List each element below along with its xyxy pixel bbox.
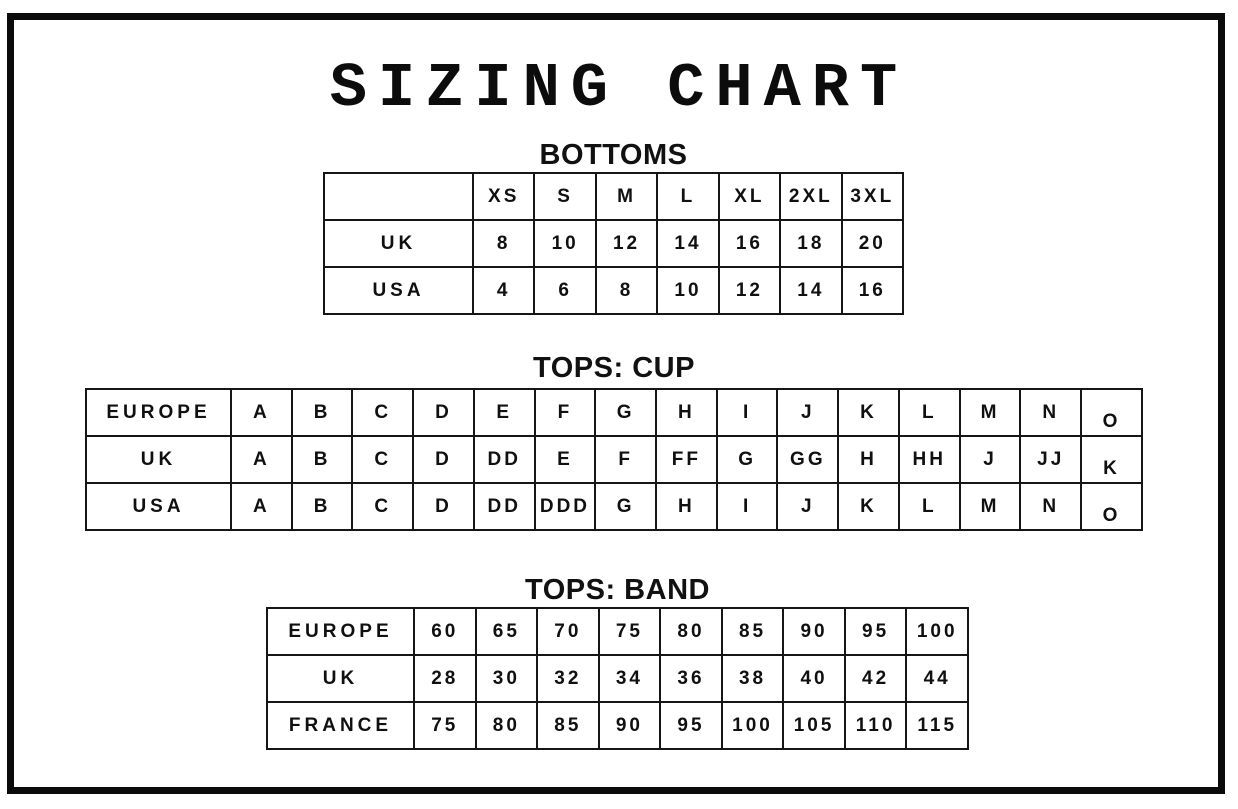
size-value-cell [842,267,903,314]
size-value-cell [1020,436,1081,483]
size-value-cell [842,220,903,267]
cell-text: 95 [862,620,890,642]
size-value-cell [845,608,907,655]
cell-text: L [921,401,937,423]
cell-text: 28 [431,667,459,689]
size-value-cell [534,173,595,220]
cell-text: 100 [916,620,958,642]
size-value-cell [722,702,784,749]
row-label-cell [86,483,231,530]
cell-text: 14 [674,232,702,254]
size-value-cell [534,267,595,314]
cell-text: M [980,495,1000,517]
size-value-cell [777,436,838,483]
size-value-cell [1081,483,1142,530]
bottoms-size-table [323,172,904,315]
size-value-cell [1081,389,1142,436]
size-value-cell [599,608,661,655]
size-value-cell [474,483,535,530]
size-value-cell [1020,389,1081,436]
size-value-cell [656,436,717,483]
cell-text: 90 [800,620,828,642]
size-value-cell [777,389,838,436]
cell-text: 40 [800,667,828,689]
cell-text: A [252,495,270,517]
size-value-cell [535,483,596,530]
cell-text: UK [380,232,417,254]
size-value-cell [719,173,780,220]
size-value-cell [476,655,538,702]
cell-text: K [860,495,877,517]
size-value-cell [352,483,413,530]
cell-text: 10 [674,279,702,301]
size-value-cell [719,220,780,267]
row-label-cell [86,436,231,483]
size-value-cell [777,483,838,530]
cell-text: 12 [612,232,641,254]
cell-text: 34 [615,667,643,689]
size-value-cell [599,702,661,749]
cell-text: 85 [554,714,582,736]
section-heading-tops-cup: TOPS: CUP [533,352,695,384]
size-value-cell [595,436,656,483]
cell-text: 20 [858,232,886,254]
cell-text: D [435,401,452,423]
cell-text: D [435,448,452,470]
size-value-cell [842,173,903,220]
cell-text: 65 [492,620,520,642]
cell-text: EUROPE [288,620,393,642]
size-value-cell [476,702,538,749]
cell-text: 2XL [788,185,833,207]
cell-text: M [980,401,1000,423]
size-value-cell [780,267,841,314]
page-title: SIZING CHART [329,53,909,124]
size-value-cell [660,655,722,702]
size-value-cell [722,655,784,702]
cell-text: 4 [496,279,511,301]
size-value-cell [595,483,656,530]
cell-text: B [313,495,331,517]
cell-text: 85 [738,620,767,642]
cell-text: 110 [855,714,896,736]
cell-text: B [313,401,331,423]
size-value-cell [231,389,292,436]
size-value-cell [845,655,907,702]
size-value-cell [352,389,413,436]
row-label-cell [324,267,473,314]
cell-text: B [313,448,331,470]
cell-text: 75 [431,714,459,736]
cell-text: H [678,401,695,423]
row-label-cell [324,173,473,220]
cell-text: HH [912,448,946,470]
size-value-cell [596,267,657,314]
cell-text: DD [487,495,521,517]
cell-text: C [374,448,392,470]
cell-text: 32 [554,667,582,689]
cell-text: UK [140,448,177,470]
size-value-cell [473,267,534,314]
cell-text: 36 [677,667,705,689]
table-row [86,389,1142,436]
cell-text: E [557,448,573,470]
cell-text: C [374,401,392,423]
size-value-cell [656,483,717,530]
size-value-cell [717,483,778,530]
size-value-cell [413,389,474,436]
cell-text: USA [132,495,185,517]
section-heading-bottoms: BOTTOMS [539,139,688,171]
table-row [324,267,903,314]
cell-text: G [738,448,756,470]
cell-text: FF [671,448,701,470]
cell-text: GG [790,448,826,470]
size-value-cell [899,436,960,483]
size-value-cell [413,483,474,530]
size-value-cell [838,389,899,436]
row-label-cell [267,655,414,702]
size-value-cell [1020,483,1081,530]
cell-text: D [435,495,452,517]
size-value-cell [657,173,718,220]
cell-text: 42 [862,667,890,689]
tops-band-size-table [266,607,969,750]
size-value-cell [534,220,595,267]
table-row [267,655,968,702]
table-row [324,220,903,267]
cell-text: 95 [677,714,705,736]
size-value-cell [657,220,718,267]
size-value-cell [783,702,845,749]
cell-text: 100 [732,714,773,736]
cell-text: 90 [615,714,643,736]
table-row [267,702,968,749]
cell-text: 6 [558,279,572,301]
cell-text: S [557,185,573,207]
cell-text: 8 [619,279,634,301]
size-value-cell [413,436,474,483]
size-value-cell [473,220,534,267]
cell-text: 8 [496,232,511,254]
cell-text: 80 [677,620,705,642]
cell-text: DD [487,448,521,470]
size-value-cell [292,389,353,436]
cell-text: O [1102,410,1121,432]
cell-text: 70 [554,620,582,642]
cell-text: O [1102,504,1121,526]
size-value-cell [960,436,1021,483]
cell-text: DDD [539,495,591,517]
size-value-cell [1081,436,1142,483]
cell-text: K [1103,457,1120,479]
cell-text: 38 [738,667,767,689]
cell-text: 16 [858,279,886,301]
table-row [86,483,1142,530]
size-value-cell [780,173,841,220]
cell-text: USA [372,279,425,301]
size-value-cell [719,267,780,314]
size-value-cell [783,608,845,655]
cell-text: JJ [1037,448,1065,470]
cell-text: K [860,401,877,423]
row-label-cell [267,608,414,655]
row-label-cell [324,220,473,267]
size-value-cell [599,655,661,702]
size-value-cell [717,389,778,436]
cell-text: L [680,185,696,207]
size-value-cell [899,483,960,530]
size-value-cell [656,389,717,436]
cell-text: F [557,401,573,423]
row-label-cell [267,702,414,749]
cell-text: M [617,185,636,207]
cell-text: N [1042,401,1060,423]
size-value-cell [660,608,722,655]
cell-text: H [860,448,877,470]
cell-text: 105 [793,714,835,736]
cell-text: 80 [492,714,520,736]
size-value-cell [722,608,784,655]
cell-text: J [801,495,815,517]
cell-text: J [801,401,815,423]
cell-text: G [616,401,635,423]
cell-text: XL [734,185,765,207]
cell-text: 18 [797,232,825,254]
tops-cup-size-table [85,388,1143,531]
size-value-cell [414,702,476,749]
cell-text: A [252,448,270,470]
table-row [324,173,903,220]
cell-text: 10 [551,232,579,254]
size-value-cell [473,173,534,220]
section-heading-tops-band: TOPS: BAND [525,574,710,606]
size-value-cell [537,655,599,702]
size-value-cell [960,389,1021,436]
cell-text: L [921,495,937,517]
size-value-cell [783,655,845,702]
cell-text: FRANCE [288,714,393,736]
cell-text: 14 [797,279,825,301]
size-value-cell [414,608,476,655]
size-value-cell [838,483,899,530]
cell-text: EUROPE [106,401,211,423]
size-value-cell [231,436,292,483]
size-value-cell [596,173,657,220]
size-value-cell [414,655,476,702]
cell-text: F [618,448,633,470]
size-value-cell [717,436,778,483]
size-value-cell [292,436,353,483]
cell-text: XS [488,185,520,207]
size-value-cell [960,483,1021,530]
size-value-cell [838,436,899,483]
cell-text: N [1042,495,1060,517]
cell-text: 3XL [850,185,895,207]
cell-text: I [742,495,752,517]
cell-text: UK [322,667,359,689]
size-value-cell [906,608,968,655]
size-value-cell [657,267,718,314]
cell-text: G [616,495,635,517]
cell-text: C [374,495,392,517]
size-value-cell [780,220,841,267]
table-row [267,608,968,655]
size-value-cell [352,436,413,483]
size-value-cell [537,702,599,749]
cell-text: J [983,448,997,470]
cell-text: H [678,495,695,517]
cell-text: 75 [615,620,643,642]
cell-text: 30 [492,667,520,689]
size-value-cell [595,389,656,436]
size-value-cell [231,483,292,530]
size-value-cell [596,220,657,267]
size-value-cell [474,389,535,436]
size-value-cell [535,436,596,483]
cell-text: I [742,401,752,423]
size-value-cell [476,608,538,655]
size-value-cell [906,702,968,749]
cell-text: 44 [923,667,951,689]
size-value-cell [537,608,599,655]
cell-text: E [496,401,513,423]
cell-text: 60 [431,620,459,642]
cell-text: 115 [917,714,958,736]
size-value-cell [660,702,722,749]
size-value-cell [292,483,353,530]
size-value-cell [899,389,960,436]
row-label-cell [86,389,231,436]
size-value-cell [906,655,968,702]
table-row [86,436,1142,483]
cell-text: 12 [735,279,763,301]
size-value-cell [845,702,907,749]
cell-text: 16 [735,232,763,254]
cell-text: A [252,401,270,423]
size-value-cell [535,389,596,436]
size-value-cell [474,436,535,483]
